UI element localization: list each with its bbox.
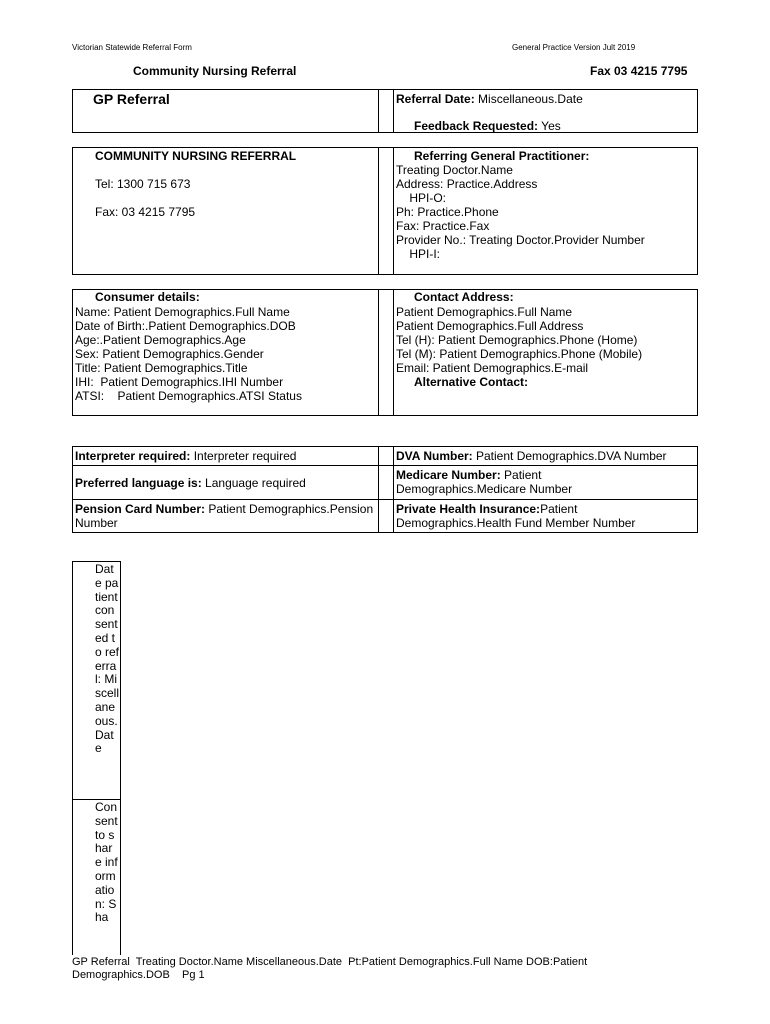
gp-detail-line: Ph: Practice.Phone (396, 205, 499, 219)
dva-value: Patient Demographics.DVA Number (472, 449, 667, 463)
gp-detail-line: HPI-O: (396, 191, 447, 205)
feedback-label: Feedback Requested: (414, 119, 539, 133)
referral-date-label: Referral Date: (396, 92, 475, 106)
language-row (75, 476, 306, 490)
medicare-value: Patient Demographics.Medicare Number (396, 468, 573, 496)
referring-gp-heading: Referring General Practitioner: (414, 149, 590, 163)
nursing-fax: Fax: 03 4215 7795 (95, 205, 196, 219)
consent-border (72, 799, 121, 800)
gp-detail-line: Address: Practice.Address (396, 177, 538, 191)
divider (378, 289, 379, 416)
medicare-label: Medicare Number: (396, 468, 501, 482)
consent-share-info-cell: Consent to share information: Sha (95, 801, 118, 925)
language-label: Preferred language is: (75, 476, 202, 490)
divider (378, 446, 379, 533)
consumer-detail-line: Title: Patient Demographics.Title (75, 361, 248, 375)
referral-date-value: Miscellaneous.Date (474, 92, 583, 106)
gp-detail-line: Fax: Practice.Fax (396, 219, 490, 233)
form-version-label: General Practice Version Jult 2019 (512, 43, 636, 52)
private-health-row (396, 502, 696, 530)
consumer-detail-line: IHI: Patient Demographics.IHI Number (75, 375, 284, 389)
divider (378, 147, 379, 275)
divider (393, 89, 394, 133)
nursing-tel: Tel: 1300 715 673 (95, 177, 191, 191)
consumer-detail-line: ATSI: Patient Demographics.ATSI Status (75, 389, 302, 403)
contact-line: Patient Demographics.Full Name (396, 305, 573, 319)
pension-value: Patient Demographics.Pension Number (75, 502, 374, 530)
gp-detail-line: HPI-I: (396, 247, 441, 261)
fax-header: Fax 03 4215 7795 (590, 64, 688, 78)
gp-referral-title: GP Referral (93, 91, 170, 107)
footer-line: Demographics.DOB Pg 1 (72, 969, 205, 981)
interpreter-value: Interpreter required (190, 449, 297, 463)
referring-gp-details (396, 163, 645, 261)
row-divider (72, 499, 698, 500)
consumer-details-list (75, 305, 302, 403)
contact-line: Email: Patient Demographics.E-mail (396, 361, 589, 375)
language-value: Language required (201, 476, 306, 490)
row-divider (72, 465, 698, 466)
divider (393, 289, 394, 416)
private-health-value: Patient Demographics.Health Fund Member Number (396, 502, 636, 530)
consumer-details-heading: Consumer details: (95, 290, 200, 304)
contact-address-list (396, 305, 642, 375)
gp-detail-line: Treating Doctor.Name (396, 163, 513, 177)
pension-row (75, 502, 375, 530)
consumer-detail-line: Name: Patient Demographics.Full Name (75, 305, 290, 319)
footer-line: GP Referral Treating Doctor.Name Miscellaneous.Date Pt:Patient Demographics.Full Name DOB:Patient (72, 956, 588, 968)
feedback-value: Yes (538, 119, 561, 133)
pension-label: Pension Card Number: (75, 502, 206, 516)
page-title: Community Nursing Referral (133, 64, 297, 78)
contact-line: Patient Demographics.Full Address (396, 319, 584, 333)
gp-detail-line: Provider No.: Treating Doctor.Provider Number (396, 233, 645, 247)
divider (393, 147, 394, 275)
nursing-referral-heading: COMMUNITY NURSING REFERRAL (95, 149, 297, 163)
alternative-contact-heading: Alternative Contact: (414, 375, 529, 389)
consent-referral-date-cell: Date patient consented to referral: Miscellaneous. Date (95, 563, 119, 756)
contact-line: Tel (H): Patient Demographics.Phone (Home) (396, 333, 638, 347)
feedback-row (414, 119, 561, 133)
private-health-label: Private Health Insurance: (396, 502, 541, 516)
dva-label: DVA Number: (396, 449, 473, 463)
form-source-label: Victorian Statewide Referral Form (72, 43, 192, 52)
consent-border (120, 561, 121, 955)
referral-date-row (396, 92, 583, 106)
contact-address-heading: Contact Address: (414, 290, 514, 304)
consent-border (72, 561, 73, 955)
consumer-detail-line: Date of Birth:.Patient Demographics.DOB (75, 319, 296, 333)
interpreter-row (75, 449, 296, 463)
medicare-row (396, 468, 636, 496)
consumer-detail-line: Age:.Patient Demographics.Age (75, 333, 246, 347)
dva-row (396, 449, 667, 463)
consent-border (72, 561, 121, 562)
page-footer (72, 956, 587, 982)
interpreter-label: Interpreter required: (75, 449, 191, 463)
contact-line: Tel (M): Patient Demographics.Phone (Mobile) (396, 347, 643, 361)
divider (393, 446, 394, 533)
consumer-detail-line: Sex: Patient Demographics.Gender (75, 347, 264, 361)
divider (378, 89, 379, 133)
